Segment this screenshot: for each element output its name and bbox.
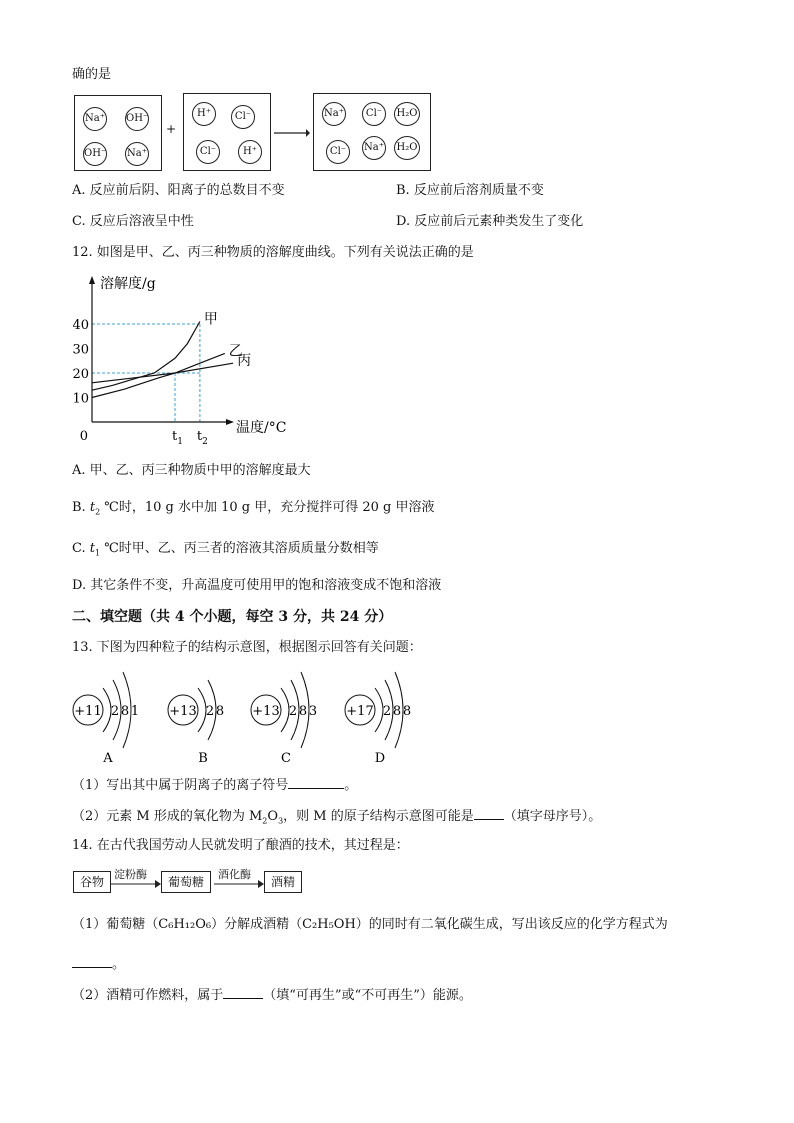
origin-label: 0 (79, 429, 88, 444)
q12-option-c-t: t (89, 541, 95, 556)
atom-label: C (281, 751, 291, 766)
flow-enzyme-2: 酒化酶 (218, 868, 251, 881)
shell-electron-count: 1 (130, 704, 140, 719)
x-tick-label: $t_1$ (172, 429, 183, 447)
q13-sub1 (72, 776, 357, 794)
atom-label: B (198, 751, 208, 766)
nucleus-charge: +11 (74, 704, 102, 719)
ion-cl: Cl⁻ (362, 102, 386, 126)
nucleus-charge: +17 (346, 704, 374, 719)
q11-stem-tail: 确的是 (72, 67, 112, 82)
shell-electron-count: 2 (205, 704, 215, 719)
q13-sub2 (72, 807, 601, 830)
glucose-formula: C₆H₁₂O₆ (158, 917, 212, 932)
shell-electron-count: 8 (392, 704, 402, 719)
q12-stem: 12. 如图是甲、乙、丙三种物质的溶解度曲线。下列有关说法正确的是 (72, 245, 474, 260)
flow-arrow-icon (214, 880, 264, 888)
q12-option-c (72, 541, 379, 562)
y-tick-label: 30 (72, 342, 89, 358)
q13-sub2-text: （2）元素 M 形成的氧化物为 M (72, 809, 263, 824)
shell-electron-count: 2 (288, 704, 298, 719)
electron-shell-arc (198, 688, 206, 732)
flow-box-grain: 谷物 (73, 871, 111, 893)
ion-na: Na⁺ (322, 102, 346, 126)
shell-electron-count: 8 (298, 704, 308, 719)
section-title: 二、填空题（共 4 个小题，每空 3 分，共 24 分） (72, 609, 393, 625)
q14-sub1-c: ）的同时有二氧化碳生成，写出该反应的化学方程式为 (355, 917, 668, 932)
x-axis-label: 温度/°C (236, 420, 287, 436)
answer-blank[interactable] (223, 986, 263, 999)
q14-stem: 14. 在古代我国劳动人民就发明了酿酒的技术，其过程是： (72, 838, 409, 853)
solubility-chart (70, 272, 310, 447)
ion-na: Na⁺ (362, 136, 386, 160)
q13-sub1-end: 。 (344, 778, 358, 793)
shell-electron-count: 3 (308, 704, 318, 719)
series-label: 丙 (237, 353, 252, 370)
q14-sub1-a: （1）葡萄糖（ (72, 917, 159, 932)
q11-option-b: B. 反应前后溶剂质量不变 (396, 183, 544, 198)
ion-cl: Cl⁻ (326, 140, 350, 164)
series-label: 甲 (203, 311, 218, 328)
q13-sub2-end: （填字母序号）。 (503, 809, 602, 824)
q12-option-b-t: t (89, 500, 96, 515)
atom-label: A (103, 751, 113, 766)
flow-arrow-icon (111, 880, 161, 888)
q13-stem: 13. 下图为四种粒子的结构示意图，根据图示回答有关问题： (72, 640, 422, 655)
q14-sub2-text: （2）酒精可作燃料，属于 (72, 988, 224, 1003)
reaction-arrow-icon (274, 128, 310, 138)
q14-sub2 (72, 986, 472, 1004)
y-axis-label: 溶解度/g (100, 276, 156, 292)
flow-box-alcohol: 酒精 (264, 871, 302, 893)
ion-oh: OH⁻ (125, 107, 149, 131)
plus-sign: + (166, 122, 177, 136)
ethanol-formula: C₂H₅OH (302, 917, 356, 932)
x-tick-label: $t_2$ (196, 429, 208, 447)
nucleus-charge: +13 (169, 704, 197, 719)
series-line-甲 (92, 322, 200, 391)
q11-option-d: D. 反应前后元素种类发生了变化 (396, 214, 584, 229)
q14-sub1-end: 。 (112, 957, 126, 972)
y-tick-label: 10 (72, 391, 89, 407)
shell-electron-count: 8 (402, 704, 412, 719)
electron-shell-arc (103, 688, 111, 732)
flow-box-glucose: 葡萄糖 (161, 871, 211, 893)
q13-sub2-sub1: 2 (262, 816, 268, 826)
y-tick-label: 40 (72, 318, 89, 333)
q14-sub1 (72, 917, 668, 933)
q13-sub2-tail: ，则 M 的原子结构示意图可能是 (283, 809, 474, 824)
reactant-box-naoh (74, 95, 162, 171)
q14-sub1-answer (72, 955, 125, 973)
y-axis-arrow-icon (89, 276, 95, 284)
q14-sub1-b: ）分解成酒精（ (211, 917, 303, 932)
q12-option-a: A. 甲、乙、丙三种物质中甲的溶解度最大 (72, 463, 311, 478)
nucleus-charge: +13 (252, 704, 280, 719)
q12-option-b (72, 500, 434, 521)
series-label: 乙 (228, 343, 243, 360)
q12-option-c-text: ℃时甲、乙、丙三者的溶液其溶质质量分数相等 (100, 541, 379, 556)
q11-option-a: A. 反应前后阴、阳离子的总数目不变 (72, 183, 285, 198)
answer-blank[interactable] (72, 955, 112, 968)
q12-option-b-sub: 2 (95, 507, 101, 517)
reactant-box-hcl (183, 93, 271, 171)
q13-sub1-text: （1）写出其中属于阴离子的离子符号 (72, 778, 289, 793)
shell-electron-count: 8 (215, 704, 225, 719)
x-axis-arrow-icon (226, 419, 234, 425)
ion-cl: Cl⁻ (196, 140, 220, 164)
electron-shell-arc (281, 688, 289, 732)
q13-sub2-o: O (267, 809, 279, 824)
y-tick-label: 20 (72, 367, 89, 382)
q14-sub2-end: （填“可再生”或“不可再生”）能源。 (263, 988, 472, 1003)
shell-electron-count: 8 (120, 704, 130, 719)
q11-option-c: C. 反应后溶液呈中性 (72, 214, 194, 229)
product-box (313, 93, 431, 171)
q13-sub2-sub2: 3 (278, 816, 284, 826)
answer-blank[interactable] (288, 776, 344, 789)
atom-label: D (374, 751, 386, 766)
ion-h: H⁺ (192, 102, 216, 126)
q12-option-b-text: ℃时，10 g 水中加 10 g 甲，充分搅拌可得 20 g 甲溶液 (100, 500, 435, 515)
shell-electron-count: 2 (110, 704, 120, 719)
q12-option-d: D. 其它条件不变，升高温度可使用甲的饱和溶液变成不饱和溶液 (72, 578, 442, 593)
q12-option-c-sub: 1 (94, 548, 101, 558)
shell-electron-count: 2 (382, 704, 392, 719)
atom-structure-diagrams (70, 668, 430, 768)
electron-shell-arc (375, 688, 383, 732)
q12-option-c-prefix: C. (72, 541, 90, 556)
ion-na: Na⁺ (83, 107, 107, 131)
ion-na: Na⁺ (125, 142, 149, 166)
ion-cl: Cl⁻ (231, 105, 255, 129)
molecule-h2o: H₂O (394, 102, 420, 126)
ion-h: H⁺ (238, 140, 262, 164)
answer-blank[interactable] (474, 807, 504, 820)
q12-option-b-prefix: B. (72, 500, 90, 515)
ion-oh: OH⁻ (83, 142, 107, 166)
flow-enzyme-1: 淀粉酶 (114, 868, 147, 881)
molecule-h2o: H₂O (394, 136, 420, 160)
